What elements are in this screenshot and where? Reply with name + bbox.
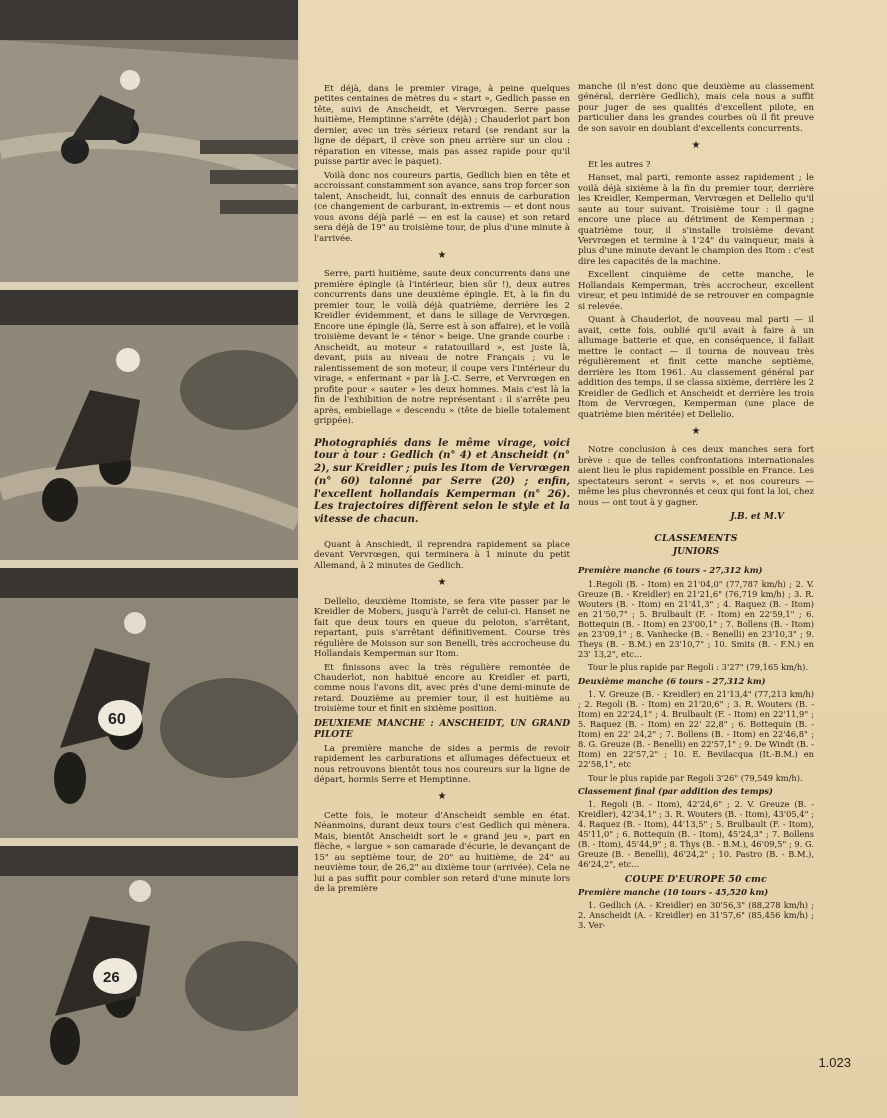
photo-caption: Photographiés dans le même virage, voici tour à tour : Gedlich (n° 4) et Anscheidt (n° 2), sur Kreidler ; puis les Itom de Vervrœgen (n° 60) talonné par Serre (20) ; enfin, l'excellent hollandais Kemperman (n° 26). Les trajectoires diffèrent selon le style et la vitesse de chacun. xyxy=(314,436,570,526)
star-separator: ★ xyxy=(691,140,701,152)
race-title: Classement final (par addition des temps) xyxy=(578,785,773,796)
race-results: 1. V. Greuze (B. - Kreidler) en 21'13,4" (77,213 km/h) ; 2. Regoli (B. - Itom) en 21'20,6" ; 3. R. Wouters (B. - Itom) en 22'24,1" ; 4. Brulbault (F. - Itom) en 22'11,9" ; 5. Raquez (B. - Itom) en 22' 22,8" ; 6. Bottequin (B. - Itom) en 22' 24,2" ; 7. Bollens (B. - Itom) en 22'46,8" ; 8. G. Greuze (B. - Benelli) en 22'57,1" ; 9. De Windt (B. - Itom) en 22'57,2" ; 10. E. Bevilacqua (It.-B.M.) en 22'58,1", etc xyxy=(578,688,814,770)
race-title: Deuxième manche (6 tours - 27,312 km) xyxy=(578,675,766,686)
section-subhead: DEUXIEME MANCHE : ANSCHEIDT, UN GRAND PILOTE xyxy=(314,718,570,740)
motorcycle-racer-image xyxy=(0,846,298,1096)
svg-text:26: 26 xyxy=(103,969,120,986)
star-separator: ★ xyxy=(437,577,447,589)
motorcycle-racer-image xyxy=(0,0,298,282)
paragraph: Quant à Anschiedt, il reprendra rapidement sa place devant Vervrœgen, qui terminera à 1 minute du petit Allemand, à 2 minutes de Gedlich. xyxy=(314,539,570,571)
results-heading: CLASSEMENTS xyxy=(654,533,738,545)
race-photo-anscheidt xyxy=(0,290,298,560)
star-separator: ★ xyxy=(437,250,447,262)
coupe-heading: COUPE D'EUROPE 50 cmc xyxy=(624,873,768,885)
paragraph: Excellent cinquième de cette manche, le Hollandais Kemperman, très accrocheur, excellent vireur, et peu intimidé de se retrouver en compagnie si relevée. xyxy=(578,270,814,312)
paragraph: Et finissons avec la très régulière remontée de Chauderlot, non habitué encore au Kreidler et parti, comme nous l'avons dit, avec près d'une demi-minute de retard. Douzième au premier tour, il est huitième au troisième tour et finit en sixième position. xyxy=(314,662,570,715)
paragraph: Et déjà, dans le premier virage, à peine quelques petites centaines de mètres du « start », Gedlich passe en tête, suivi de Anscheidt, et Vervrœgen. Serre passe huitième, Hemptinne s'arrête (déjà) ; Chauderlot part bon dernier, avec un très sérieux retard (se rendant sur la ligne de départ, il crève son pneu arrière sur un clou : réparation en vitesse, mais pas assez rapide pour qu'il puisse partir avec le paquet). xyxy=(314,84,570,168)
page-number: 1.023 xyxy=(818,1055,851,1070)
race-results: 1. Gedlich (A. - Kreidler) en 30'56,3" (88,278 km/h) ; 2. Anscheidt (A. - Kreidler) en 31'57,6" (85,456 km/h) ; 3. Ver- xyxy=(578,899,814,931)
results-block xyxy=(578,565,814,930)
paragraph: Et les autres ? xyxy=(588,159,651,170)
fastest-lap: Tour le plus rapide par Regoli : 3'27" (79,165 km/h). xyxy=(588,662,809,673)
paragraph: Cette fois, le moteur d'Anscheidt semble en état. Néanmoins, durant deux tours c'est Gedlich qui mènera. Mais, bientôt Anscheidt sort le « grand jeu », part en flèche, « largue » son camarade d'écurie, le devançant de 15" au septième tour, de 20" au huitième, de 24" au neuvième tour, de 26,2" au dixième tour (arrivée). Cela ne lui a pas suffit pour combler son retard d'une minute lors de la première xyxy=(314,810,570,895)
race-results: 1. Regoli (B. - Itom), 42'24,6" ; 2. V. Greuze (B. - Kreidler), 42'34,1" ; 3. R. Wouters (B. - Itom), 43'05,4" ; 4. Raquez (B. - Itom), 44'13,5" ; 5. Brulbault (F. - Itom), 45'11,0" ; 6. Bottequin (B. - Itom), 45'24,3" ; 7. Bollens (B. - Itom), 45'44,9" ; 8. Thys (B. - B.M.), 46'09,5" ; 9. G. Greuze (B. - Benelli), 46'24,2" ; 10. Pastro (B. - B.M.), 46'24,2", etc... xyxy=(578,798,814,870)
race-photo-gedlich xyxy=(0,0,298,282)
author-signature: J.B. et M.V xyxy=(730,512,784,523)
text-column-1 xyxy=(314,84,570,898)
paragraph: manche (il n'est donc que deuxième au classement général, derrière Gedlich), mais cela nous a suffit pour juger de ses qualités d'excellent pilote, en particulier dans les grandes courbes où il fit preuve de son savoir en doublant d'excellents concurrents. xyxy=(578,82,814,134)
star-separator: ★ xyxy=(437,791,447,803)
svg-text:60: 60 xyxy=(108,711,126,728)
paragraph: Dellelio, deuxième Itomiste, se fera vite passer par le Kreidler de Mobers, jusqu'à l'arrêt de celui-ci. Hanset ne fait que deux tours en queue du peloton, s'arrêtant, repartant, puis s'arrêtant définitivement. Course très régulière de Moisson sur son Benelli, très accrocheuse du Hollandais Kemperman sur Itom. xyxy=(314,596,570,660)
photo-column xyxy=(0,0,300,1118)
text-column-2 xyxy=(578,82,814,933)
race-title: Première manche (6 tours - 27,312 km) xyxy=(578,565,763,576)
motorcycle-racer-image xyxy=(0,568,298,838)
race-title: Première manche (10 tours - 45,520 km) xyxy=(578,886,769,897)
results-subheading: JUNIORS xyxy=(672,546,720,557)
paragraph: La première manche de sides a permis de revoir rapidement les carburations et allumages défectueux et nous retrouvons bientôt tous nos coureurs sur la ligne de départ, hormis Serre et Hemptinne. xyxy=(314,743,570,785)
race-results: 1.Regoli (B. - Itom) en 21'04,0" (77,787 km/h) ; 2. V. Greuze (B. - Kreidler) en 21'21,6" (76,719 km/h) ; 3. R. Wouters (B. - Itom) en 21'41,3" ; 4. Raquez (B. - Itom) en 21'50,7" ; 5. Brulbault (F. - Itom) en 22'59,1" ; 6. Bottequin (B. - Itom) en 23'00,1" ; 7. Bollens (B. - Itom) en 23'09,1" ; 8. Vanhecke (B. - Benelli) en 23'10,3" ; 9. Theys (B. - B.M.) en 23'10,7" ; 10. Smits (B. - F.N.) en 23' 13,2", etc... xyxy=(578,578,814,660)
paragraph: Quant à Chauderlot, de nouveau mal parti — il avait, cette fois, oublié qu'il avait à faire à un allumage batterie et que, en conséquence, il fallait mettre le contact — il tourna de nouveau très régulièrement et finit cette manche septième, derrière les Itom 1961. Au classement général par addition des temps, il se classa sixième, derrière les 2 Kreidler de Gedlich et Anscheidt et derrière les trois Itom de Vervrœgen, Kemperman (une place de quatrième bien méritée) et Dellelio. xyxy=(578,315,814,420)
race-photo-vervroegen-serre xyxy=(0,568,298,838)
race-photo-kemperman xyxy=(0,846,298,1096)
paragraph: Notre conclusion à ces deux manches sera fort brève : que de telles confrontations internationales aient lieu le plus rapidement possible en France. Les spectateurs seront « servis », et nos coureurs — même les plus chevronnés et ceux qui font la loi, chez nous — ont tout à y gagner. xyxy=(578,445,814,508)
paragraph: Serre, parti huitième, saute deux concurrents dans une première épingle (à l'intérieur, bien sûr !), deux autres concurrents dans une deuxième épingle. Et, à la fin du premier tour, le voilà déjà quatrième, derrière les 2 Kreidler évidemment, et dans le sillage de Vervrœgen. Encore une épingle (là, Serre est à son affaire), et le voilà troisième devant le « ténor » beige. Une grande courbe : Anscheidt, au moteur « ratatouillard », est juste là, devant, puis au niveau de notre Français ; vu le ralentissement de son moteur, il coupe vers l'intérieur du virage, « enfermant » par là J.-C. Serre, et Vervrœgen en profite pour « sauter » les deux hommes. Mais c'est là la fin de l'exhibition de notre représentant : il s'arrête peu après, embiellage « descendu » (tête de bielle totalement grippée). xyxy=(314,269,570,427)
paragraph: Hanset, mal parti, remonte assez rapidement ; le voilà déjà sixième à la fin du premier tour, derrière les Kreidler, Kemperman, Vervrœgen et Dellelio qu'il saute au tour suivant. Troisième tour : il gagne encore une place au détriment de Kemperman ; quatrième tour, il s'installe troisième devant Vervrœgen et termine à 1'24" du vainqueur, mais à plus d'une minute devant le champion des Itom : c'est dire les capacités de la machine. xyxy=(578,173,814,267)
star-separator: ★ xyxy=(691,426,701,438)
paragraph: Voilà donc nos coureurs partis, Gedlich bien en tête et accroissant constamment son avance, sans trop forcer son talent, Anscheidt, lui, connaît des ennuis de carburation (ce changement de carburant, in-extremis — et dont nous vous avons déjà parlé — en est la cause) et son retard sera déjà de 19" au troisième tour, de plus d'une minute à l'arrivée. xyxy=(314,170,570,244)
motorcycle-racer-image xyxy=(0,290,298,560)
fastest-lap: Tour le plus rapide par Regoli 3'26" (79,549 km/h). xyxy=(588,772,803,783)
